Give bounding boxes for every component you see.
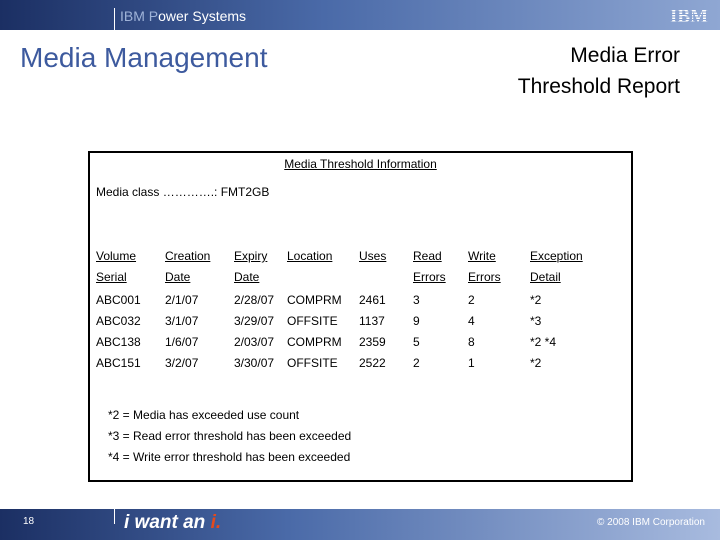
table-cell: 3/30/07 bbox=[234, 356, 275, 370]
table-cell: OFFSITE bbox=[287, 314, 338, 328]
top-banner bbox=[0, 0, 720, 30]
copyright: © 2008 IBM Corporation bbox=[597, 517, 705, 528]
table-cell: 2461 bbox=[359, 293, 386, 307]
bottom-banner bbox=[0, 509, 720, 540]
banner-divider bbox=[114, 8, 115, 30]
table-cell: 1137 bbox=[359, 314, 385, 328]
report-title-line-2: Threshold Report bbox=[517, 75, 680, 98]
table-cell: OFFSITE bbox=[287, 356, 338, 370]
column-header: Expiry bbox=[234, 249, 268, 263]
brand-ibm: IBM P bbox=[120, 8, 159, 24]
media-class-line: Media class ………….: FMT2GB bbox=[96, 185, 270, 199]
footer-divider bbox=[114, 498, 115, 524]
column-subheader: Date bbox=[234, 270, 260, 284]
tagline-prefix: i want an bbox=[124, 512, 211, 533]
table-cell: 4 bbox=[468, 314, 475, 328]
table-cell: 3/2/07 bbox=[165, 356, 199, 370]
table-cell: 1 bbox=[468, 356, 475, 370]
panel-heading: Media Threshold Information bbox=[284, 157, 437, 171]
note-line: *3 = Read error threshold has been exceeded bbox=[108, 429, 352, 443]
column-header: Uses bbox=[359, 249, 387, 263]
table-cell: 3/1/07 bbox=[165, 314, 199, 328]
table-cell: 2359 bbox=[359, 335, 386, 349]
column-header: Location bbox=[287, 249, 333, 263]
tagline-accent: i. bbox=[210, 512, 222, 533]
column-header: Exception bbox=[530, 249, 583, 263]
table-cell: *2 bbox=[530, 293, 542, 307]
table-cell: COMPRM bbox=[287, 293, 342, 307]
table-cell: 8 bbox=[468, 335, 475, 349]
page-number: 18 bbox=[23, 516, 35, 527]
column-header: Write bbox=[468, 249, 496, 263]
table-cell: 2/28/07 bbox=[234, 293, 275, 307]
table-cell: ABC151 bbox=[96, 356, 141, 370]
table-cell: ABC032 bbox=[96, 314, 141, 328]
column-header: Read bbox=[413, 249, 442, 263]
table-cell: 3/29/07 bbox=[234, 314, 275, 328]
table-cell: 9 bbox=[413, 314, 420, 328]
table-cell: 3 bbox=[413, 293, 420, 307]
notes bbox=[108, 405, 351, 468]
table-cell: *2 *4 bbox=[530, 335, 557, 349]
table-cell: ABC138 bbox=[96, 335, 141, 349]
table-cell: COMPRM bbox=[287, 335, 342, 349]
table-cell: *2 bbox=[530, 356, 542, 370]
report-title bbox=[518, 40, 680, 102]
note-line: *4 = Write error threshold has been exceeded bbox=[108, 450, 351, 464]
table-cell: 2/1/07 bbox=[165, 293, 199, 307]
ibm-logo bbox=[664, 5, 714, 25]
table-cell: 5 bbox=[413, 335, 420, 349]
column-subheader: Date bbox=[165, 270, 191, 284]
logo-text: IBM bbox=[670, 6, 708, 25]
column-subheader: Serial bbox=[96, 270, 127, 284]
table-cell: 2/03/07 bbox=[234, 335, 275, 349]
note-line: *2 = Media has exceeded use count bbox=[108, 408, 300, 422]
table-cell: 2522 bbox=[359, 356, 386, 370]
brand-name bbox=[120, 8, 246, 24]
report-title-line-1: Media Error bbox=[570, 44, 680, 67]
table-cell: 1/6/07 bbox=[165, 335, 199, 349]
table-cell: ABC001 bbox=[96, 293, 141, 307]
media-threshold-panel bbox=[88, 151, 633, 482]
page-title: Media Management bbox=[20, 42, 268, 73]
column-header: Creation bbox=[165, 249, 211, 263]
table-cell: 2 bbox=[468, 293, 475, 307]
column-subheader: Errors bbox=[468, 270, 501, 284]
brand-rest: ower Systems bbox=[158, 8, 247, 24]
column-subheader: Detail bbox=[530, 270, 561, 284]
table-cell: 2 bbox=[413, 356, 420, 370]
column-header: Volume bbox=[96, 249, 137, 263]
column-subheader: Errors bbox=[413, 270, 446, 284]
table-cell: *3 bbox=[530, 314, 542, 328]
tagline bbox=[124, 512, 221, 534]
